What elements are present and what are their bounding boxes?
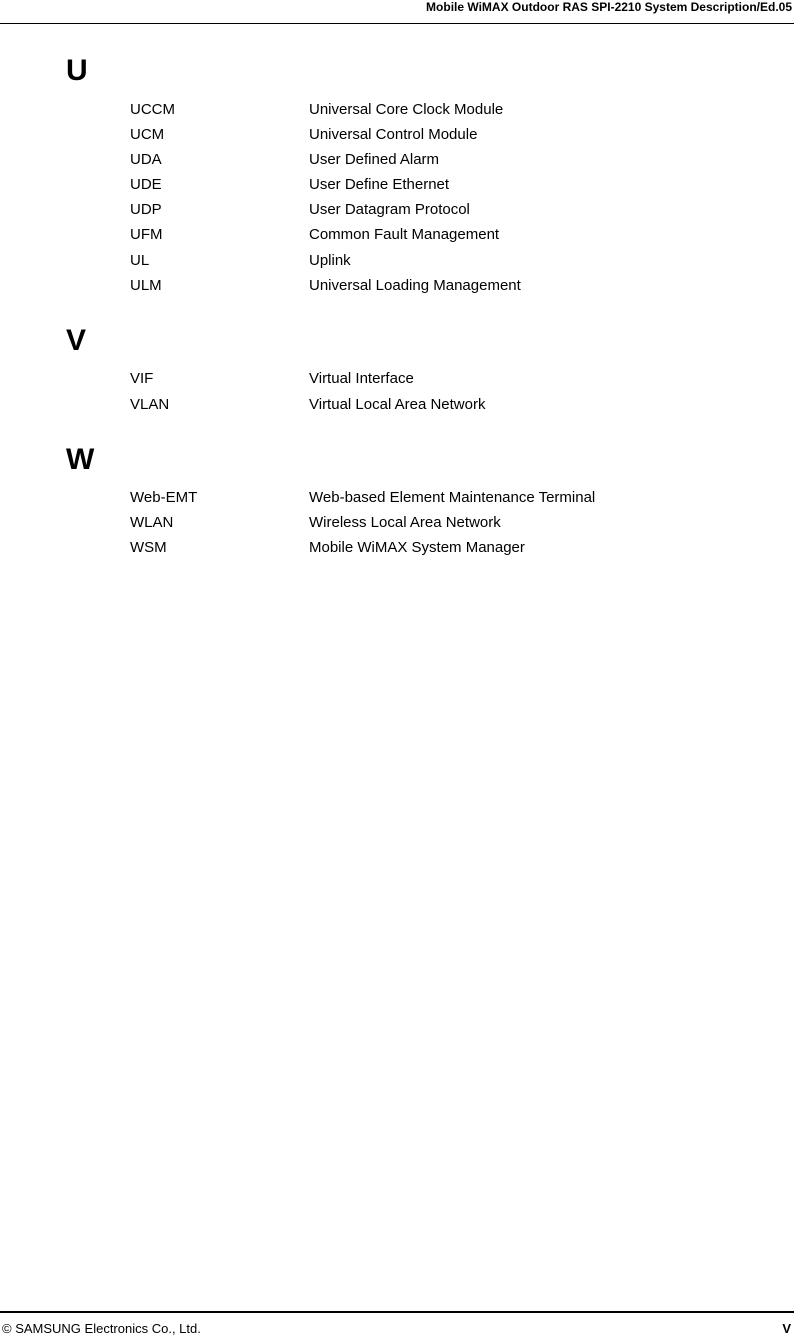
- entry-definition: Universal Loading Management: [309, 277, 521, 294]
- glossary-entry: [130, 395, 730, 415]
- entry-definition: User Defined Alarm: [309, 151, 440, 168]
- glossary-entry: [130, 100, 730, 120]
- glossary-entry: [130, 488, 730, 508]
- glossary-entry: [130, 251, 730, 271]
- entry-abbreviation: UL: [130, 252, 150, 269]
- document-title: Mobile WiMAX Outdoor RAS SPI-2210 System Description/Ed.05: [426, 0, 792, 14]
- glossary-entry: [130, 200, 730, 220]
- entry-definition: Mobile WiMAX System Manager: [309, 539, 525, 556]
- entry-definition: Common Fault Management: [309, 226, 500, 243]
- entry-definition: Virtual Interface: [309, 370, 414, 387]
- entry-definition: Universal Control Module: [309, 126, 478, 143]
- entry-definition: User Define Ethernet: [309, 176, 450, 193]
- glossary-entry: [130, 513, 730, 533]
- entry-abbreviation: WLAN: [130, 514, 174, 531]
- entry-abbreviation: UDP: [130, 201, 162, 218]
- entry-abbreviation: UFM: [130, 226, 163, 243]
- section-letter-v: V: [66, 324, 87, 357]
- entry-definition: Uplink: [309, 252, 351, 269]
- section-letter-u: U: [66, 54, 88, 87]
- glossary-entry: [130, 225, 730, 245]
- entry-abbreviation: UDE: [130, 176, 162, 193]
- section-letter-w: W: [66, 443, 95, 476]
- copyright-notice: © SAMSUNG Electronics Co., Ltd.: [2, 1321, 201, 1336]
- entry-definition: Web-based Element Maintenance Terminal: [309, 489, 596, 506]
- glossary-entry: [130, 150, 730, 170]
- entry-abbreviation: WSM: [130, 539, 167, 556]
- glossary-entry: [130, 175, 730, 195]
- entry-abbreviation: UCCM: [130, 101, 175, 118]
- page-header: [0, 0, 794, 24]
- glossary-entry: [130, 276, 730, 296]
- glossary-entry: [130, 125, 730, 145]
- entry-abbreviation: Web-EMT: [130, 489, 198, 506]
- entry-definition: Wireless Local Area Network: [309, 514, 501, 531]
- entry-definition: Universal Core Clock Module: [309, 101, 504, 118]
- page-footer: [0, 1311, 794, 1338]
- entry-definition: Virtual Local Area Network: [309, 396, 486, 413]
- page-number: V: [782, 1321, 791, 1336]
- glossary-entry: [130, 369, 730, 389]
- entry-abbreviation: ULM: [130, 277, 162, 294]
- glossary-entry: [130, 538, 730, 558]
- entry-definition: User Datagram Protocol: [309, 201, 470, 218]
- entry-abbreviation: VLAN: [130, 396, 170, 413]
- entry-abbreviation: UCM: [130, 126, 165, 143]
- entry-abbreviation: VIF: [130, 370, 154, 387]
- entry-abbreviation: UDA: [130, 151, 162, 168]
